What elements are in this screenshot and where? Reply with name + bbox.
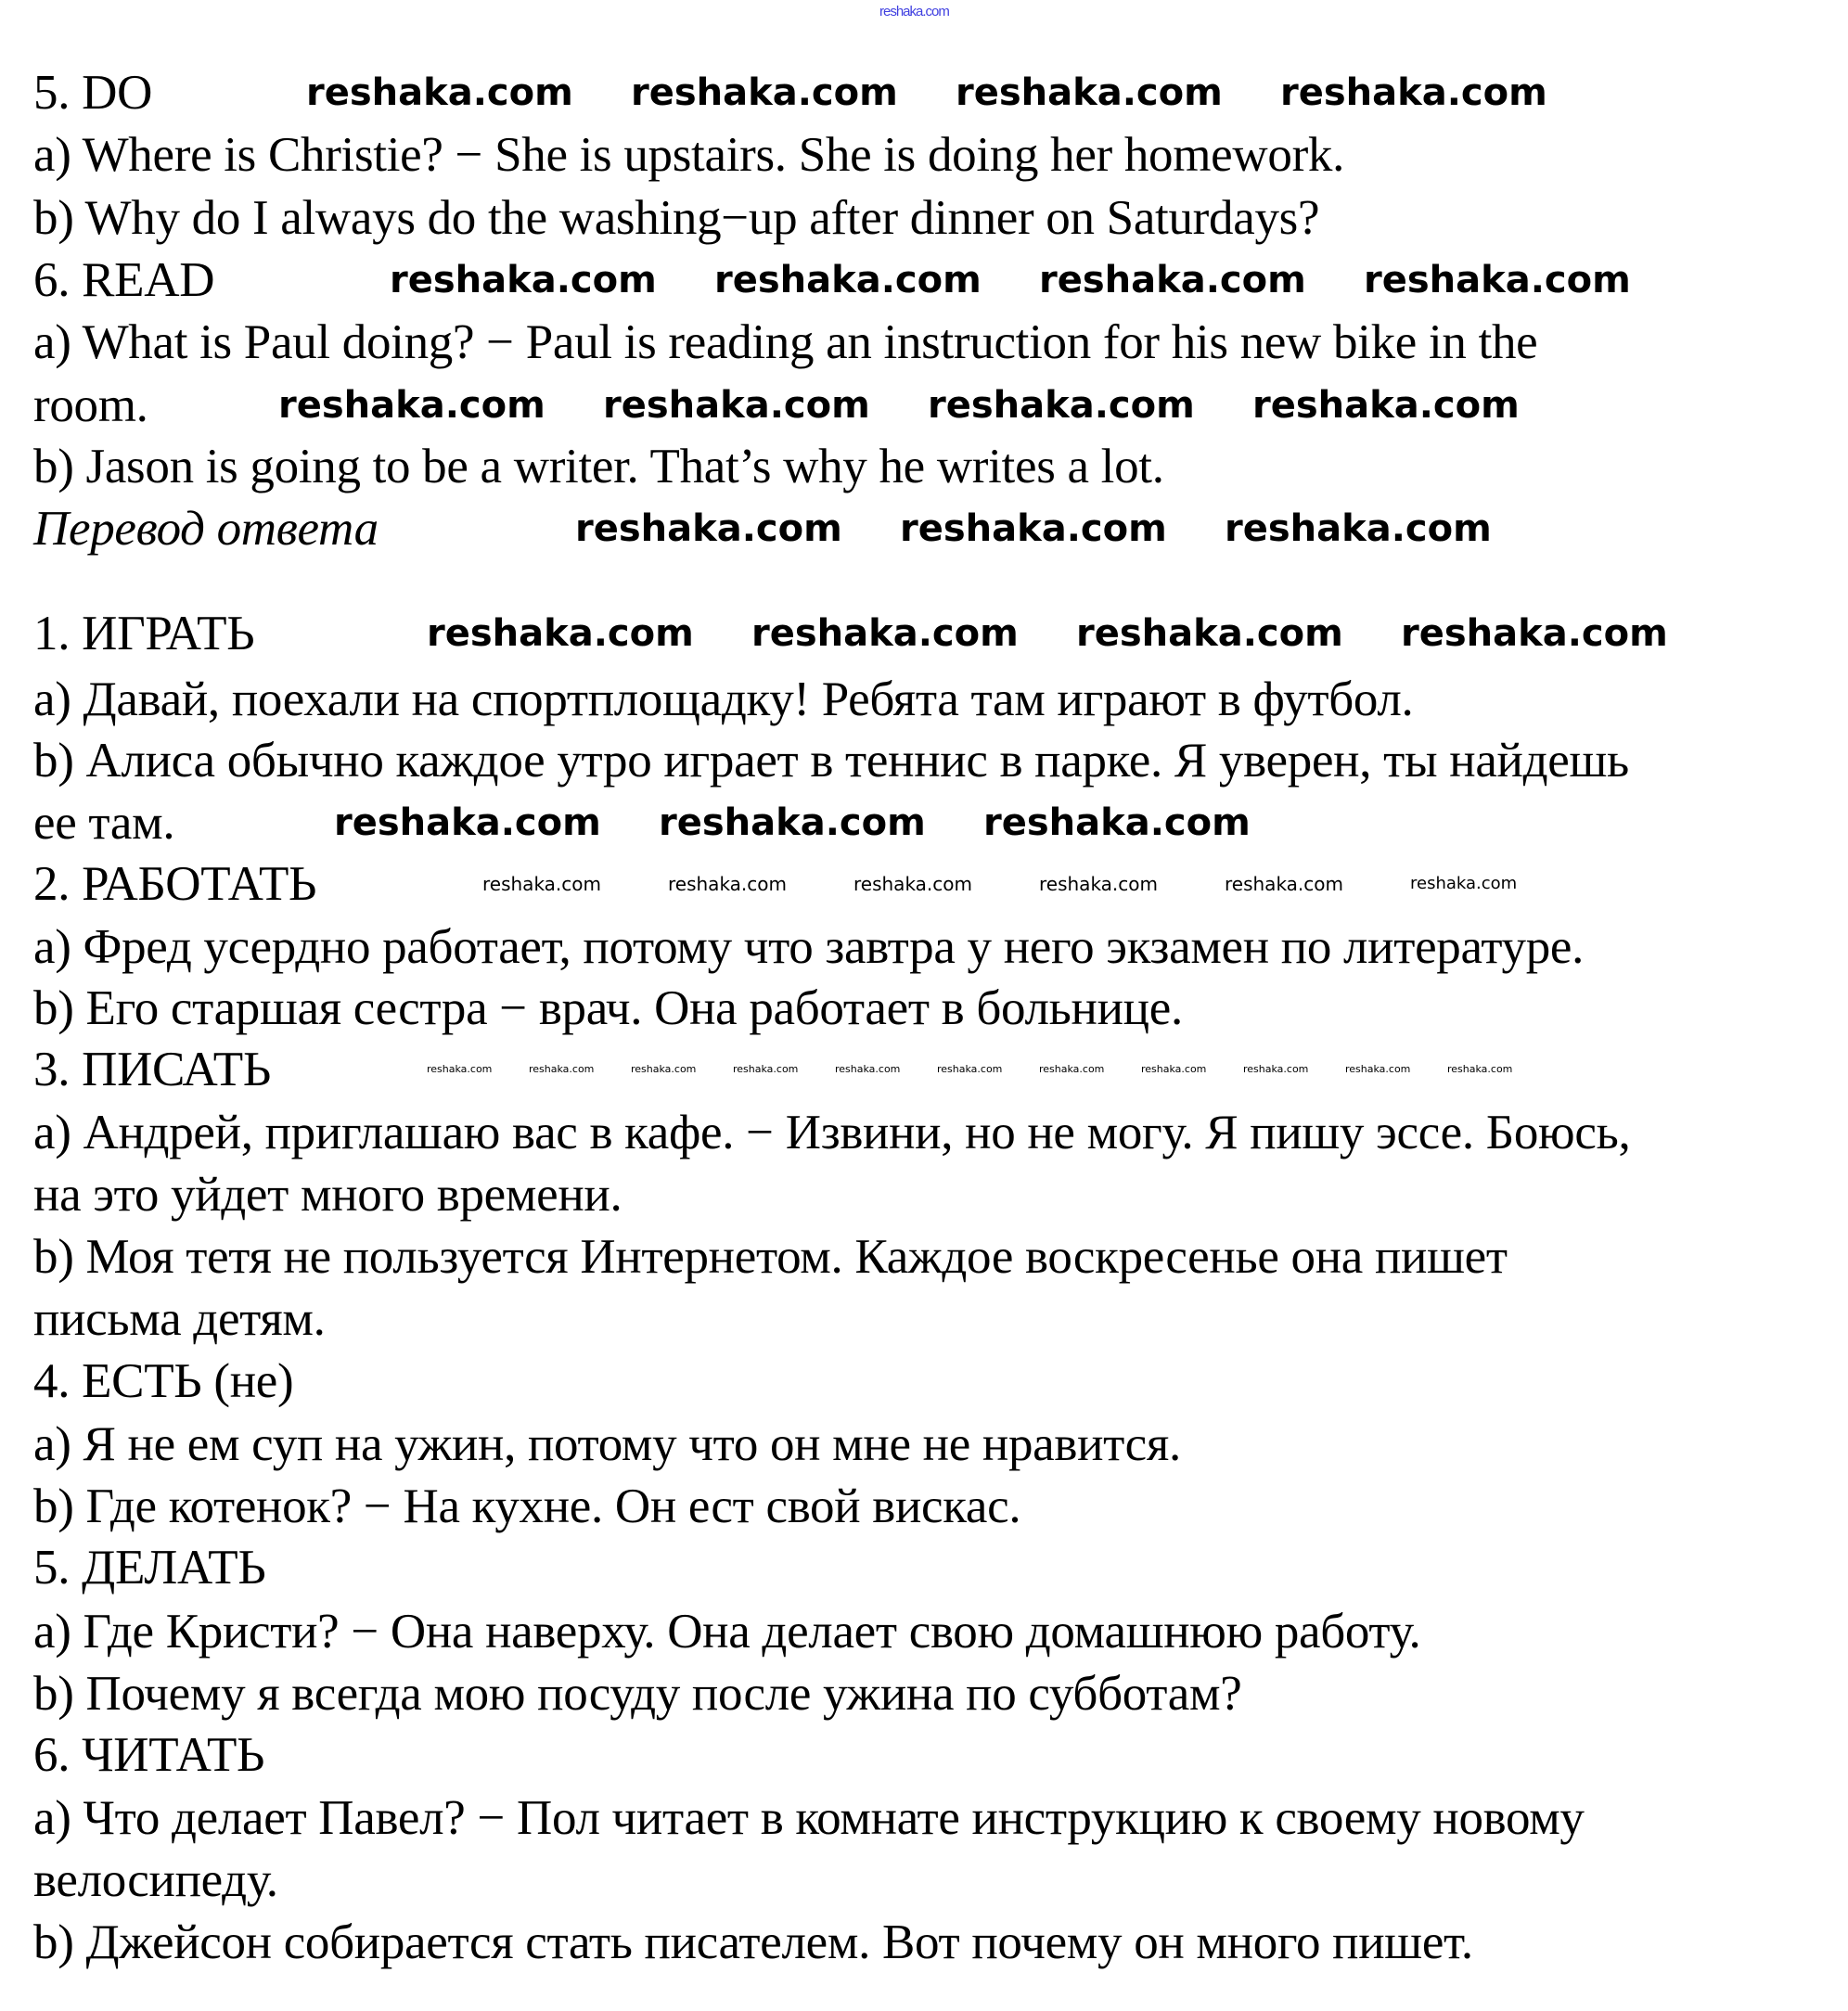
watermark: reshaka.com [1225,873,1343,895]
text-line: b) Why do I always do the washing−up after dinner on Saturdays? [33,191,1320,245]
text-line: 5. ДЕЛАТЬ [33,1541,266,1595]
watermark: reshaka.com [1039,259,1306,301]
watermark: reshaka.com [631,71,898,114]
text-line: велосипеду. [33,1853,278,1907]
watermark: reshaka.com [1039,873,1158,895]
watermark: reshaka.com [1141,1062,1207,1075]
text-line: на это уйдет много времени. [33,1168,622,1222]
watermark: reshaka.com [853,873,972,895]
watermark: reshaka.com [983,801,1251,844]
watermark: reshaka.com [278,384,545,427]
watermark: reshaka.com [1225,507,1492,550]
watermark: reshaka.com [1252,384,1520,427]
watermark: reshaka.com [603,384,870,427]
watermark: reshaka.com [631,1062,697,1075]
text-line: b) Алиса обычно каждое утро играет в теннис в парке. Я уверен, ты найдешь [33,734,1629,788]
watermark: reshaka.com [427,1062,493,1075]
text-line: b) Его старшая сестра − врач. Она работает в больнице. [33,981,1183,1035]
text-line: b) Где котенок? − На кухне. Он ест свой вискас. [33,1479,1021,1533]
text-line: a) Where is Christie? − She is upstairs. She is doing her homework. [33,128,1345,182]
text-line: 6. ЧИТАТЬ [33,1728,265,1782]
watermark: reshaka.com [1280,71,1547,114]
watermark: reshaka.com [733,1062,799,1075]
text-line: b) Почему я всегда мою посуду после ужина по субботам? [33,1667,1242,1721]
watermark: reshaka.com [1364,259,1631,301]
text-line: 1. ИГРАТЬ [33,607,255,660]
watermark: reshaka.com [659,801,926,844]
watermark: reshaka.com [390,259,657,301]
watermark: reshaka.com [1410,874,1518,894]
text-line: b) Моя тетя не пользуется Интернетом. Каждое воскресенье она пишет [33,1230,1508,1284]
text-line: 6. READ [33,253,215,307]
text-line: a) Давай, поехали на спортплощадку! Ребята там играют в футбол. [33,672,1414,726]
text-line: b) Джейсон собирается стать писателем. Вот почему он много пишет. [33,1915,1473,1969]
text-line: room. [33,378,148,432]
text-line: a) Андрей, приглашаю вас в кафе. − Извини, но не могу. Я пишу эссе. Боюсь, [33,1106,1631,1159]
watermark: reshaka.com [482,873,601,895]
text-line: 5. DO [33,66,153,120]
text-line: a) What is Paul doing? − Paul is reading an instruction for his new bike in the [33,315,1538,369]
text-line: письма детям. [33,1292,326,1346]
watermark: reshaka.com [668,873,787,895]
watermark: reshaka.com [751,612,1019,655]
text-line: ее там. [33,796,175,850]
watermark: reshaka.com [937,1062,1003,1075]
watermark: reshaka.com [575,507,842,550]
watermark: reshaka.com [956,71,1223,114]
watermark: reshaka.com [1447,1062,1513,1075]
watermark: reshaka.com [334,801,601,844]
text-line: a) Я не ем суп на ужин, потому что он мне не нравится. [33,1417,1181,1471]
watermark: reshaka.com [1076,612,1343,655]
text-line: 4. ЕСТЬ (не) [33,1354,294,1408]
watermark: reshaka.com [714,259,982,301]
header-watermark: reshaka.com [879,4,949,19]
section-heading: Перевод ответа [33,502,379,556]
text-line: a) Фред усердно работает, потому что завтра у него экзамен по литературе. [33,920,1585,974]
watermark: reshaka.com [900,507,1167,550]
watermark: reshaka.com [427,612,694,655]
text-line: a) Где Кристи? − Она наверху. Она делает свою домашнюю работу. [33,1605,1421,1659]
watermark: reshaka.com [1243,1062,1309,1075]
watermark: reshaka.com [306,71,573,114]
watermark: reshaka.com [1345,1062,1411,1075]
text-line: 2. РАБОТАТЬ [33,857,317,911]
watermark: reshaka.com [1039,1062,1105,1075]
watermark: reshaka.com [928,384,1195,427]
text-line: a) Что делает Павел? − Пол читает в комнате инструкцию к своему новому [33,1791,1585,1845]
text-line: 3. ПИСАТЬ [33,1043,271,1096]
watermark: reshaka.com [529,1062,595,1075]
text-line: b) Jason is going to be a writer. That’s why he writes a lot. [33,440,1164,493]
watermark: reshaka.com [835,1062,901,1075]
watermark: reshaka.com [1401,612,1668,655]
